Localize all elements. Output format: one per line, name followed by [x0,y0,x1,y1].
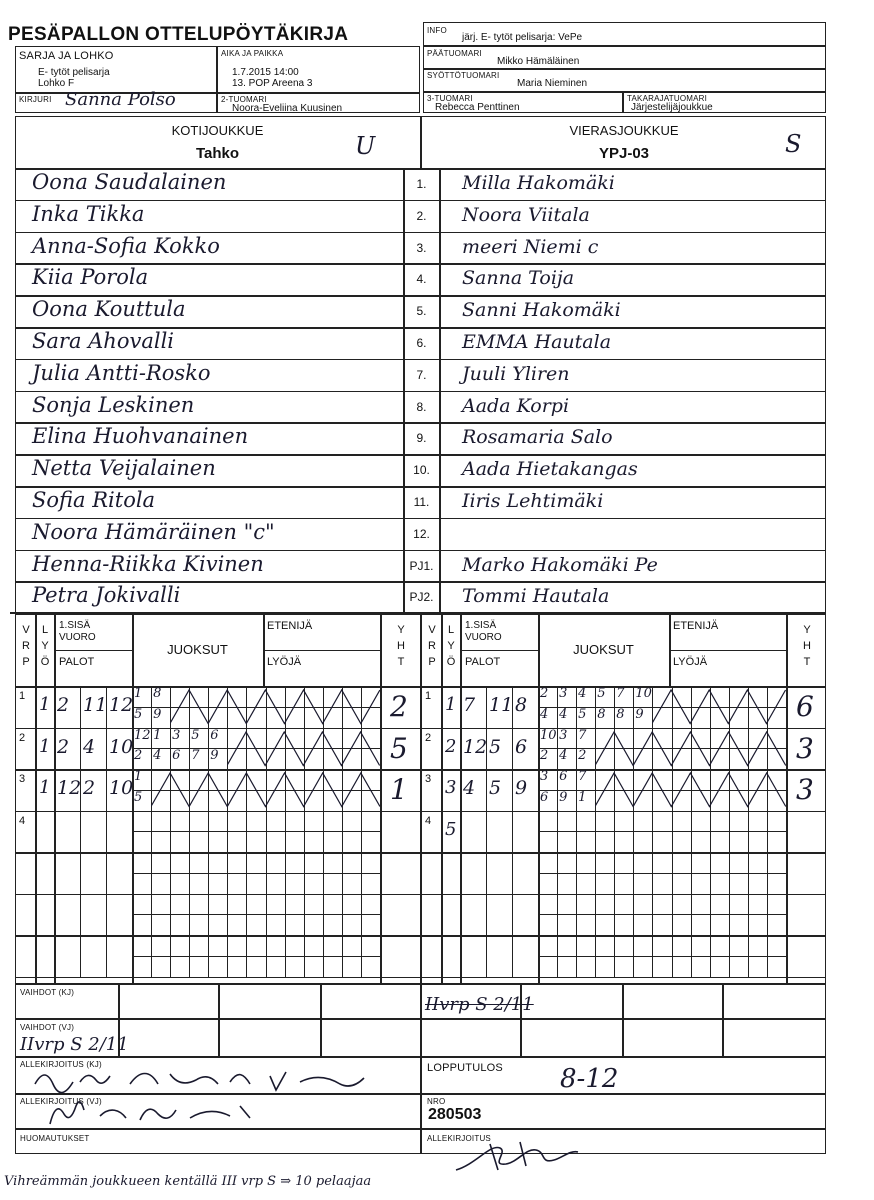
runs-zigzag [595,769,786,811]
lyo-header: L Y Ö [446,624,456,668]
run-top: 7 [578,769,587,784]
run-bottom: 4 [559,706,568,722]
run-top: 10 [540,727,557,743]
score-hdr-line [263,650,380,651]
palot-value: 2 [57,735,70,758]
vaihdot-kj-note: IIvrp S 2/11 [425,994,534,1015]
run-top: 5 [191,727,200,743]
palot-value: 5 [489,777,502,799]
score-hdr-line [460,650,538,651]
palot-value: 10 [109,735,134,758]
run-bottom: 5 [578,706,587,722]
runs-grid-line [538,914,786,915]
home-player-name: Sara Ahovalli [32,329,175,353]
run-top: 12 [134,727,151,743]
ly-value: 1 [39,777,51,798]
run-bottom: 4 [559,748,568,764]
roster-number: 2. [416,208,427,223]
page-title: PESÄPALLON OTTELUPÖYTÄKIRJA [8,24,349,45]
inning-number: 4 [19,814,26,827]
vrp-header: V R P [428,624,436,668]
run-bottom: 8 [616,706,625,722]
score-row-line [15,811,420,813]
palot-value: 2 [57,694,70,716]
takaraja-label: TAKARAJATUOMARI [627,94,708,103]
score-row-line [421,935,826,937]
aika-date: 1.7.2015 14:00 [232,67,299,78]
home-team-mark: U [355,132,376,160]
signature-final [450,1136,590,1176]
home-player-name: Anna-Sofia Kokko [32,233,220,258]
palot-value: 4 [463,777,476,799]
roster-number: 6. [416,336,427,350]
home-player-name: Henna-Riikka Kivinen [32,551,264,576]
paatuomari-label: PÄÄTUOMARI [427,49,482,58]
away-player-name: Noora Viitala [462,203,590,226]
away-player-name: Juuli Yliren [462,362,570,385]
away-player-name: Aada Hietakangas [462,458,638,481]
palot-value: 11 [489,694,514,716]
score-hdr-line [669,650,786,651]
score-row-line [15,935,420,937]
home-player-name: Petra Jokivalli [32,583,181,608]
runs-grid-line [538,956,786,957]
roster-number: 7. [416,367,427,382]
run-bottom: 5 [134,706,143,722]
palot-value: 5 [489,735,502,758]
palot-sub-line [486,686,487,977]
run-bottom: 7 [191,748,200,764]
home-player-name: Inka Tikka [32,201,145,226]
run-bottom: 1 [578,789,587,805]
palot-sub-line [106,686,107,977]
vaihdot-vj-label: VAIHDOT (VJ) [20,1023,75,1032]
score-col-line [786,614,788,984]
away-player-name: EMMA Hautala [462,331,612,353]
signature-kj [30,1062,390,1094]
inning-number: 1 [425,690,432,702]
info-label: INFO [427,26,447,35]
away-player-name: Sanna Toija [462,267,575,290]
yht-header: Y H T [803,624,811,668]
yht-value: 3 [796,773,814,806]
inning-number: 1 [19,690,26,702]
lyo-header: L Y Ö [40,624,50,668]
yht-value: 5 [390,731,408,765]
away-team-name: YPJ-03 [598,145,650,162]
run-top: 1 [134,686,143,701]
roster-number: 9. [416,431,427,446]
palot-header: PALOT [465,656,501,668]
run-top: 3 [172,727,181,743]
sarja-label: SARJA JA LOHKO [19,50,114,62]
home-player-name: Elina Huohvanainen [32,424,249,449]
roster-number: 3. [416,240,427,255]
palot-value: 9 [515,777,528,799]
palot-value: 12 [57,777,82,799]
yht-value: 3 [796,731,814,765]
ly-value: 5 [445,818,457,840]
palot-value: 11 [83,694,108,716]
palot-value: 7 [463,694,476,716]
run-top: 8 [153,686,162,701]
palot-value: 4 [83,735,96,758]
run-bottom: 2 [134,748,143,764]
allekirjoitus-label: ALLEKIRJOITUS [427,1134,491,1143]
sisavuoro-header: 1.SISÄ VUORO [465,620,502,643]
run-bottom: 4 [153,748,162,764]
score-row-line [421,811,826,813]
inning-number: 3 [19,773,26,785]
ly-value: 2 [445,735,457,757]
score-col-line [441,614,443,984]
inning-number: 2 [19,731,26,744]
run-bottom: 9 [559,789,568,805]
run-bottom: 5 [134,789,143,805]
run-top: 7 [616,686,625,701]
palot-value: 2 [83,777,96,799]
score-col-line [35,614,37,984]
runs-grid-line [538,831,786,832]
roster-number: 8. [416,399,427,414]
run-top: 3 [559,686,568,701]
etenija-header: ETENIJÄ [673,620,719,632]
run-top: 6 [210,727,219,743]
runs-zigzag [595,728,786,770]
run-bottom: 6 [540,789,549,805]
runs-grid-line [132,831,380,832]
run-bottom: 6 [172,748,181,764]
score-row-line [15,852,420,854]
yht-value: 1 [390,773,408,806]
inning-number: 3 [425,773,432,785]
roster-number: 12. [413,526,430,541]
juoksut-header: JUOKSUT [573,642,634,657]
vrp-header: V R P [22,624,30,668]
score-row-line [421,894,826,896]
away-player-name: Iiris Lehtimäki [462,490,604,512]
home-player-name: Oona Saudalainen [32,170,227,194]
runs-grid-line [538,873,786,874]
huomautukset-label: HUOMAUTUKSET [20,1134,90,1143]
run-bottom: 4 [540,706,549,722]
tuomari3-label: 3-TUOMARI [427,94,473,103]
palot-sub-line [80,686,81,977]
tuomari3-value: Rebecca Penttinen [435,102,520,113]
runs-zigzag [151,769,380,811]
home-player-name: Noora Hämäräinen "c" [32,519,275,544]
home-player-name: Julia Antti-Rosko [32,360,211,385]
syotto-label: SYÖTTÖTUOMARI [427,71,500,80]
home-player-name: Kiia Porola [32,265,149,290]
run-top: 3 [540,769,549,784]
home-team-name: Tahko [195,145,240,162]
palot-value: 6 [515,735,528,758]
home-player-name: Sonja Leskinen [32,392,195,417]
palot-value: 10 [109,777,134,799]
vaihdot-vj-value: IIvrp S 2/11 [20,1034,129,1055]
palot-sub-line [512,686,513,977]
run-bottom: 2 [578,748,587,764]
lyoja-header: LYÖJÄ [673,656,708,668]
score-row-line [421,852,826,854]
aika-place: 13. POP Areena 3 [232,78,313,89]
palot-value: 8 [515,694,528,716]
run-top: 7 [578,727,587,743]
roster-number: 4. [416,272,427,287]
run-top: 3 [559,727,568,743]
roster-number: PJ1. [409,558,434,573]
takaraja-value: Järjestelijäjoukkue [631,102,713,113]
yht-value: 6 [796,690,814,723]
run-bottom: 9 [210,748,219,764]
score-row-line [421,977,826,979]
away-player-name: Rosamaria Salo [462,426,613,449]
yht-header: Y H T [397,624,405,668]
nro-value: 280503 [428,1106,482,1123]
score-row-line [15,894,420,896]
tuomari2-label: 2-TUOMARI [221,95,267,104]
ly-value: 3 [445,777,457,798]
lohko-value: Lohko F [38,78,75,89]
away-player-name: Milla Hakomäki [462,172,615,194]
score-col-line [380,614,382,984]
tuomari2-value: Noora-Eveliina Kuusinen [232,103,343,114]
runs-grid-line [132,873,380,874]
away-player-name: meeri Niemi c [462,235,599,258]
run-top: 1 [134,769,143,784]
ly-value: 1 [39,735,51,757]
away-player-name: Sanni Hakomäki [462,299,621,322]
info-value: järj. E- tytöt pelisarja: VePe [462,32,583,43]
bottom-note: Vihreämmän joukkueen kentällä III vrp S ⇒ 10 pelaajaa [4,1174,372,1189]
lyoja-header: LYÖJÄ [267,656,302,668]
away-player-name: Tommi Hautala [462,585,610,608]
run-top: 10 [635,686,652,701]
home-player-name: Oona Kouttula [32,297,186,322]
etenija-header: ETENIJÄ [267,620,313,632]
runs-grid-line [132,956,380,957]
vaihdot-kj-label: VAIHDOT (KJ) [20,988,75,997]
sisavuoro-header: 1.SISÄ VUORO [59,620,96,643]
run-top: 4 [578,686,587,701]
palot-value: 12 [109,694,134,716]
run-bottom: 9 [635,706,644,722]
ly-value: 1 [445,694,457,715]
score-row-line [15,977,420,979]
palot-header: PALOT [59,656,95,668]
inning-number: 4 [425,814,432,827]
lopputulos-label: LOPPUTULOS [427,1062,503,1074]
away-team-mark: S [785,130,802,158]
palot-value: 12 [463,735,488,758]
run-top: 6 [559,769,568,784]
yht-value: 2 [390,690,408,723]
roster-number: 10. [413,463,430,478]
run-top: 5 [597,686,606,701]
nro-label: NRO [427,1097,446,1106]
aika-label: AIKA JA PAIKKA [221,49,284,58]
kirjuri-signature: Sanna Polso [65,89,176,110]
run-bottom: 8 [597,706,606,722]
home-player-name: Sofia Ritola [32,488,156,512]
roster-number: PJ2. [409,590,434,605]
run-top: 2 [540,686,549,701]
run-bottom: 9 [153,706,162,722]
roster-number: 1. [416,177,427,191]
run-top: 1 [153,727,162,743]
signature-vj [40,1094,280,1130]
lopputulos-value: 8-12 [560,1064,619,1094]
score-col-line [460,614,462,984]
away-player-name: Aada Korpi [462,394,570,417]
ly-value: 1 [39,694,51,715]
away-player-name: Marko Hakomäki Pe [462,553,658,576]
score-col-line [54,614,56,984]
home-team-label: KOTIJOUKKUE [171,123,264,138]
runs-zigzag [652,686,786,728]
inning-number: 2 [425,731,432,744]
run-bottom: 2 [540,748,549,764]
allek-kj-label: ALLEKIRJOITUS (KJ) [20,1060,102,1069]
kirjuri-label: KIRJURI [19,95,52,104]
roster-number: 11. [413,495,430,509]
home-player-name: Netta Veijalainen [32,456,216,481]
runs-zigzag [170,686,380,728]
roster-number: 5. [416,304,427,319]
runs-grid-line [132,914,380,915]
away-team-label: VIERASJOUKKUE [569,123,679,138]
paatuomari-value: Mikko Hämäläinen [497,56,580,67]
score-hdr-line [54,650,132,651]
allek-vj-label: ALLEKIRJOITUS (VJ) [20,1097,102,1106]
sarja-value: E- tytöt pelisarja [38,67,110,78]
runs-zigzag [227,728,380,770]
juoksut-header: JUOKSUT [167,642,228,657]
syotto-value: Maria Nieminen [517,78,588,89]
